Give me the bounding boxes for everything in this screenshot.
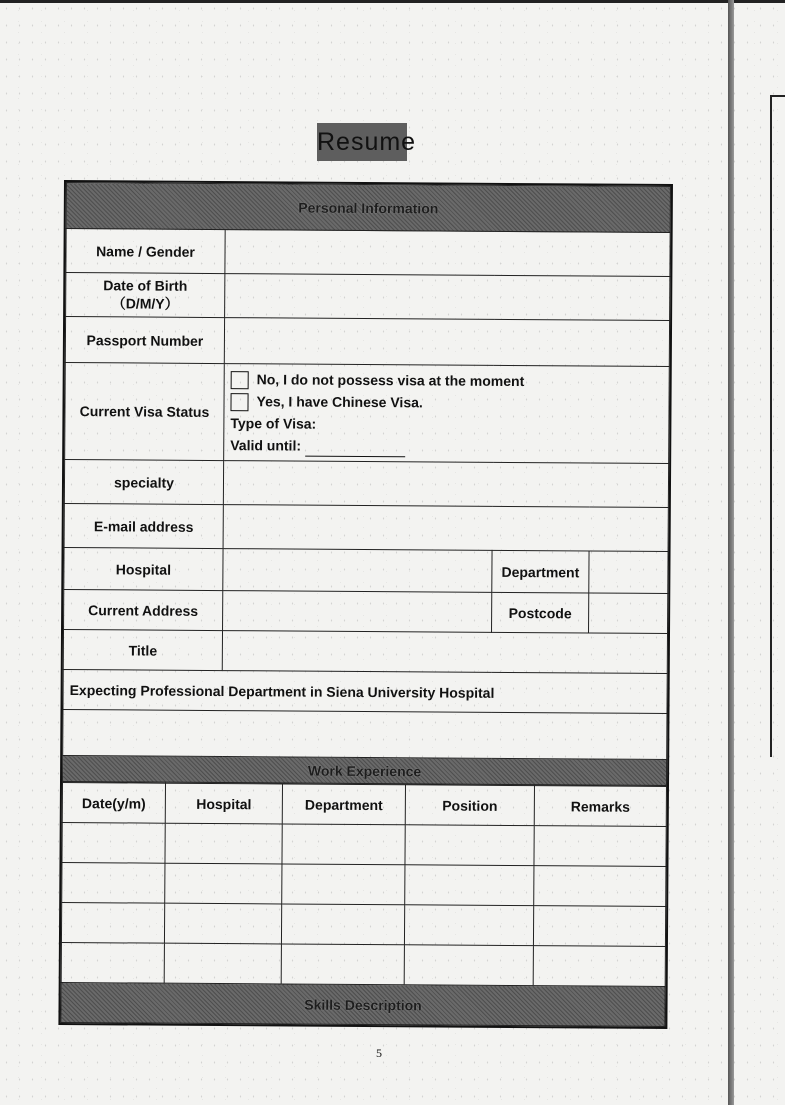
table-cell[interactable]: [281, 904, 404, 945]
visa-valid-label: Valid until:: [230, 437, 302, 454]
checkbox-icon[interactable]: [231, 371, 249, 389]
label-hospital: Hospital: [64, 548, 223, 591]
visa-valid-input-line[interactable]: [305, 442, 405, 458]
resume-form: [58, 180, 673, 1029]
visa-options: [224, 364, 670, 464]
value-current-address[interactable]: [223, 591, 492, 633]
page-fold: [728, 0, 734, 1105]
scan-top-edge: [0, 0, 785, 3]
adjacent-page-edge: [770, 95, 785, 757]
table-cell[interactable]: [164, 943, 281, 984]
table-cell[interactable]: [62, 863, 165, 904]
page-number: 5: [376, 1046, 382, 1060]
table-cell[interactable]: [534, 866, 666, 907]
work-header-remarks: Remarks: [534, 786, 666, 827]
table-row: [62, 863, 666, 907]
table-cell[interactable]: [281, 944, 404, 985]
table-row: [61, 942, 665, 986]
table-cell[interactable]: [61, 942, 164, 983]
table-cell[interactable]: [282, 864, 405, 905]
label-postcode: Postcode: [492, 592, 589, 633]
work-header-date: Date(y/m): [62, 783, 165, 824]
section-header-work: Work Experience: [63, 756, 667, 786]
value-dob[interactable]: [225, 274, 670, 321]
work-experience-table: [60, 782, 667, 1027]
value-title[interactable]: [222, 631, 667, 674]
table-cell[interactable]: [61, 903, 164, 944]
work-header-hospital: Hospital: [165, 783, 282, 824]
table-cell[interactable]: [534, 826, 666, 867]
label-name-gender: Name / Gender: [66, 229, 225, 274]
table-cell[interactable]: [404, 945, 533, 986]
label-expecting-department: Expecting Professional Department in Siena University Hospital: [63, 670, 667, 714]
table-cell[interactable]: [405, 865, 534, 906]
label-dob-format: （D/M/Y）: [111, 294, 179, 312]
value-expecting-department[interactable]: [63, 710, 667, 760]
section-header-skills: Skills Description: [61, 982, 665, 1026]
table-cell[interactable]: [165, 823, 282, 864]
label-dob-text: Date of Birth: [103, 276, 188, 294]
table-cell[interactable]: [62, 823, 165, 864]
visa-valid-row: [230, 434, 662, 459]
visa-option-no[interactable]: [231, 368, 663, 393]
work-header-position: Position: [405, 785, 534, 826]
work-header-department: Department: [282, 784, 405, 825]
table-cell[interactable]: [165, 863, 282, 904]
visa-option-no-label: No, I do not possess visa at the moment: [256, 371, 525, 390]
label-dob: [66, 273, 225, 318]
value-specialty[interactable]: [223, 461, 668, 508]
table-row: [62, 823, 666, 867]
value-hospital[interactable]: [223, 549, 492, 593]
section-header-personal: Personal Information: [66, 183, 670, 233]
label-title: Title: [63, 630, 222, 671]
label-visa-status: Current Visa Status: [65, 363, 225, 461]
label-specialty: specialty: [64, 460, 223, 505]
value-passport[interactable]: [224, 318, 669, 367]
value-name-gender[interactable]: [225, 230, 670, 277]
table-cell[interactable]: [282, 824, 405, 865]
value-postcode[interactable]: [589, 593, 668, 634]
table-cell[interactable]: [405, 825, 534, 866]
value-email[interactable]: [223, 505, 668, 552]
table-cell[interactable]: [404, 905, 533, 946]
visa-type-label: Type of Visa:: [230, 415, 317, 432]
visa-option-yes[interactable]: [230, 390, 662, 415]
table-row: [61, 903, 665, 947]
table-cell[interactable]: [164, 903, 281, 944]
table-cell[interactable]: [533, 906, 665, 947]
visa-option-yes-label: Yes, I have Chinese Visa.: [256, 393, 423, 411]
value-department[interactable]: [589, 551, 668, 594]
resume-title: Resume: [317, 123, 407, 161]
personal-info-table: [62, 182, 671, 786]
label-current-address: Current Address: [64, 590, 223, 631]
table-cell[interactable]: [533, 946, 665, 987]
label-email: E-mail address: [64, 504, 223, 549]
checkbox-icon[interactable]: [230, 393, 248, 411]
label-department: Department: [492, 550, 589, 593]
label-passport: Passport Number: [65, 317, 224, 364]
